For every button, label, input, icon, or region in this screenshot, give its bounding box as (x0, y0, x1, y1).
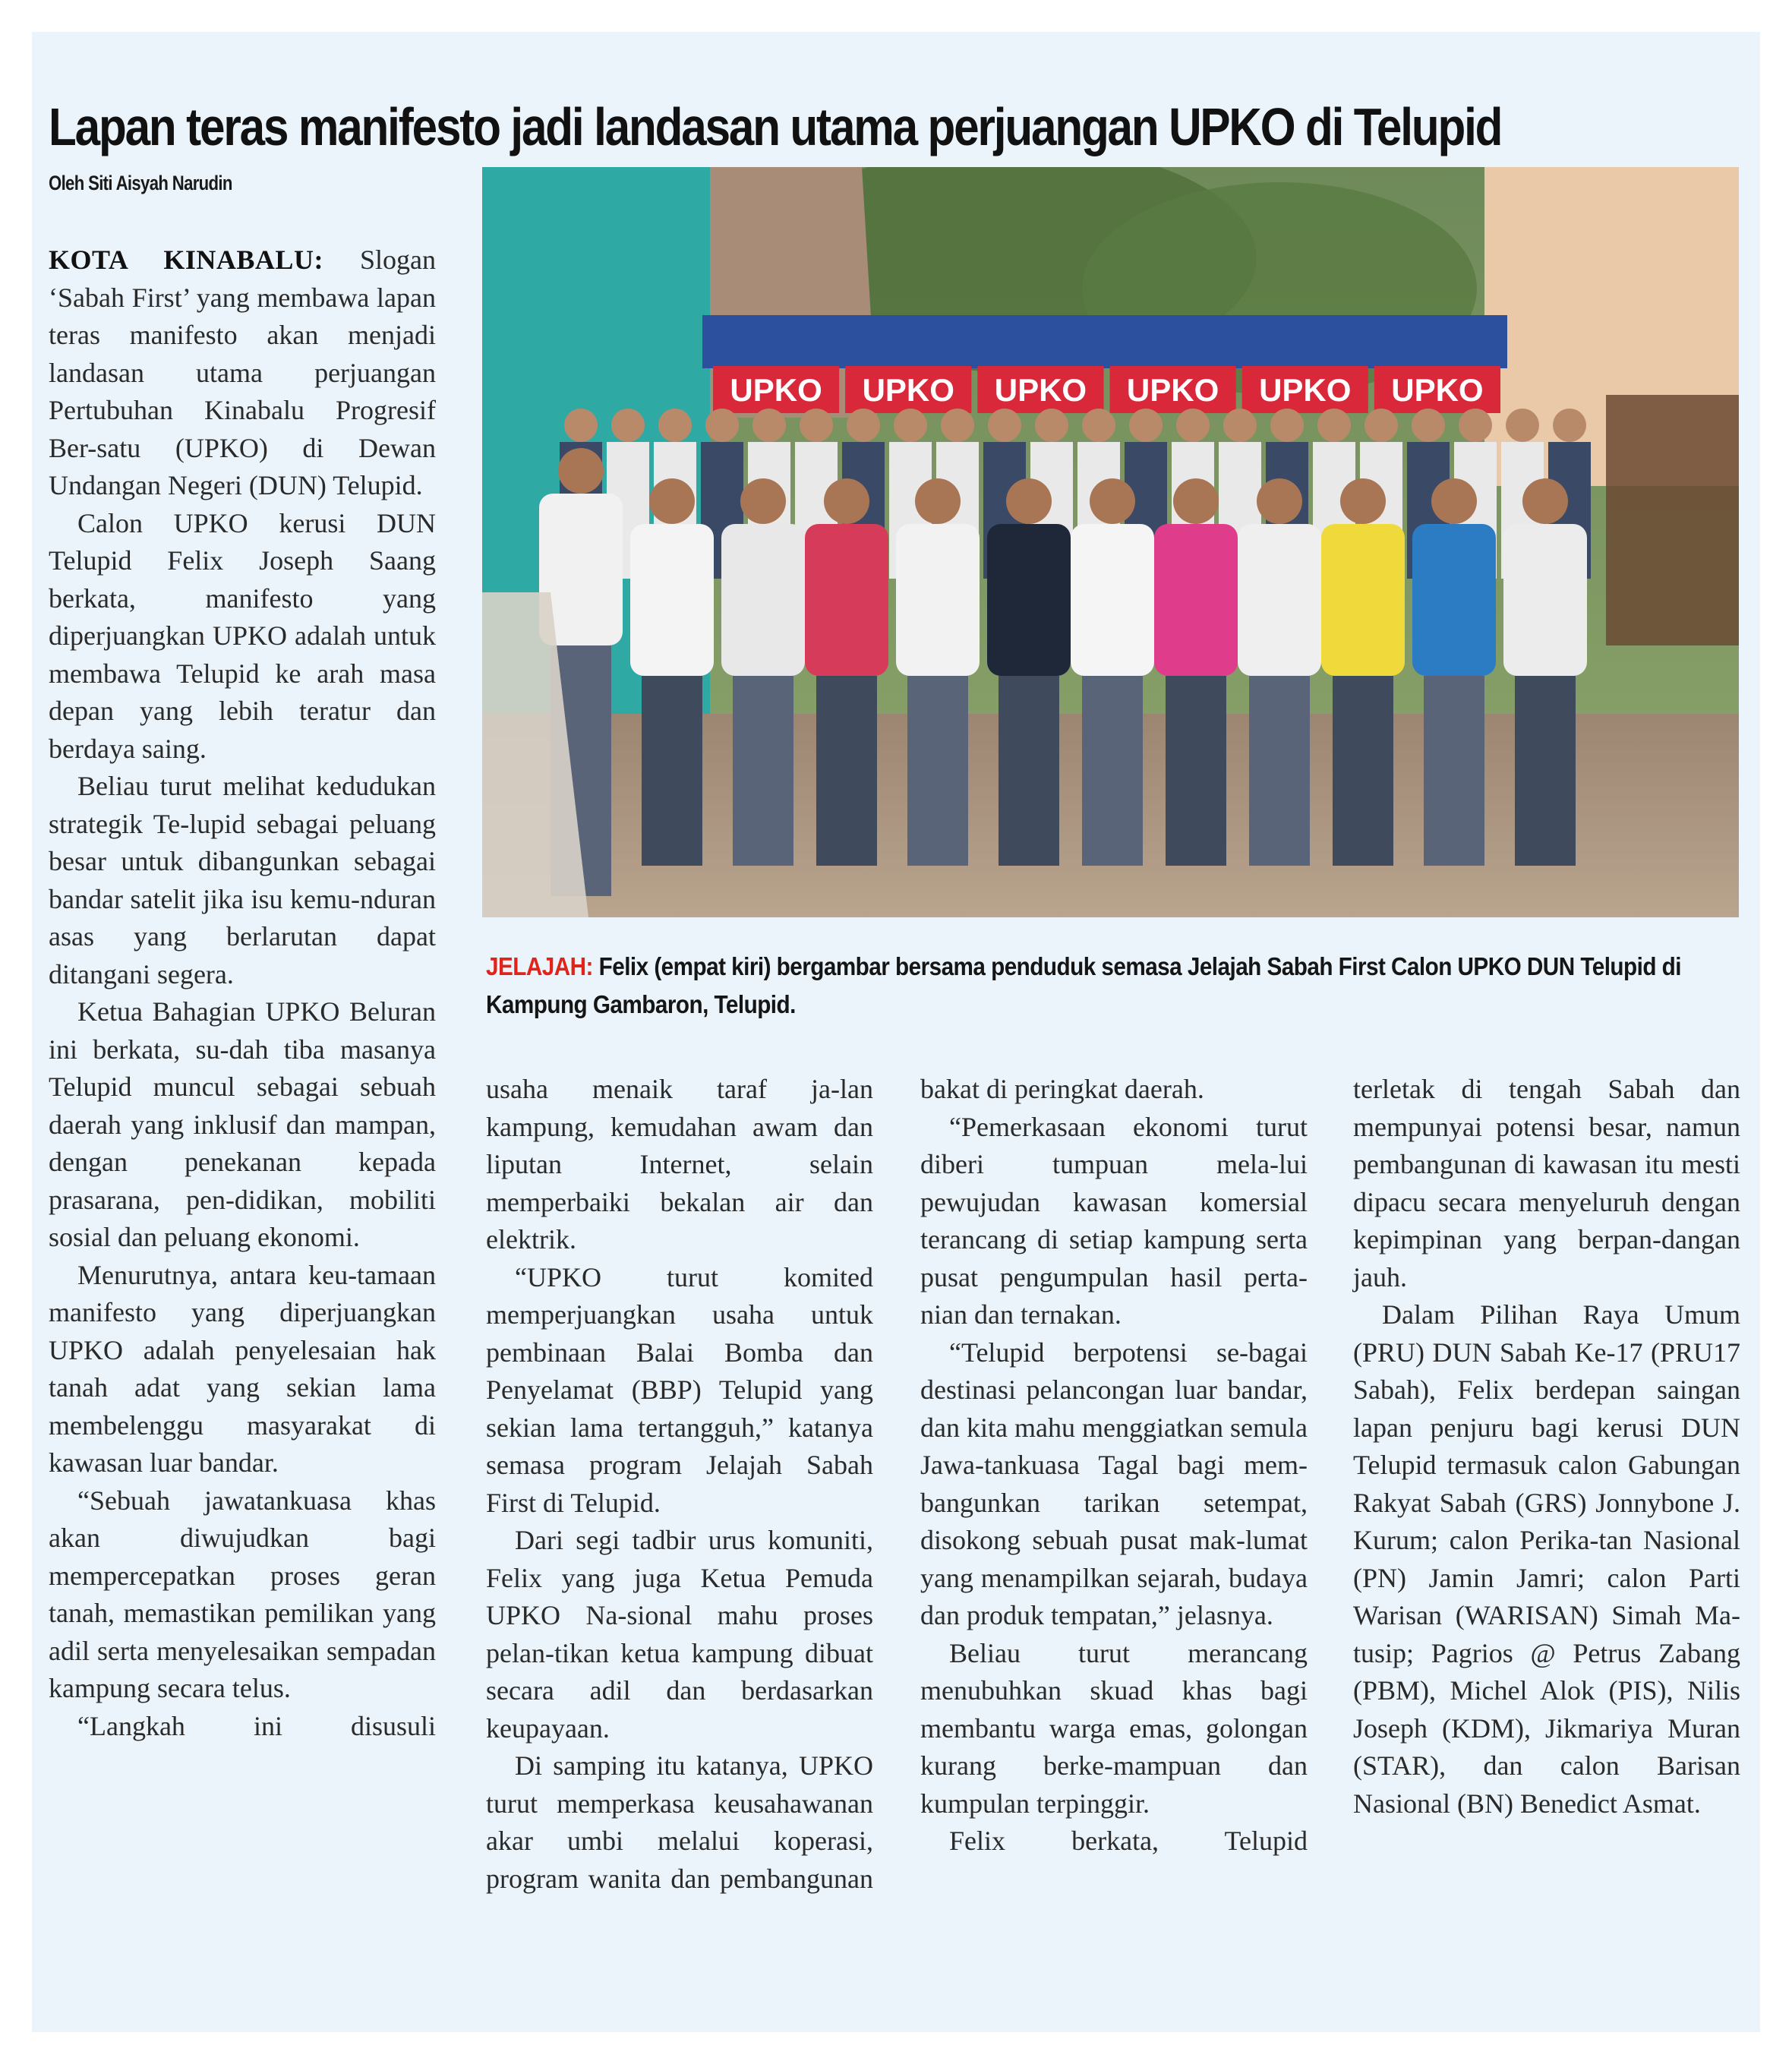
upko-banner-top (702, 315, 1507, 368)
person-head (1506, 409, 1539, 442)
paragraph: Calon UPKO kerusi DUN Telupid Felix Joseph Saang berkata, manifesto yang diperjuangkan UPKO adalah untuk membawa Telupid ke arah masa depan yang lebih teratur dan berdaya saing. (49, 507, 436, 764)
person-head (1173, 478, 1219, 524)
person-legs (1424, 676, 1484, 866)
person-head (705, 409, 739, 442)
paragraph: Felix berkata, Telupid (949, 1826, 1308, 1856)
person-head (1270, 409, 1304, 442)
paragraph: terletak di tengah Sabah dan mempunyai potensi besar, namun pembangunan di kawasan itu mesti dipacu secara menyeluruh dengan kepimpinan yang berpan-dangan jauh. (1353, 1074, 1740, 1292)
person-head (611, 409, 645, 442)
fence (1606, 395, 1739, 645)
person-legs (907, 676, 968, 866)
banner-label: UPKO (1391, 372, 1484, 408)
paragraph: Ketua Bahagian UPKO Beluran ini berkata, su-dah tiba masanya Telupid muncul sebagai sebuah daerah yang inklusif dan mampan, dengan penekanan kepada prasarana, pen-didikan, mobiliti sosial dan peluang ekonomi. (49, 996, 436, 1252)
person-head (894, 409, 927, 442)
person-shirt (896, 524, 980, 676)
person-shirt (1412, 524, 1496, 676)
dateline: KOTA KINABALU: (49, 245, 360, 275)
person-shirt (987, 524, 1071, 676)
person-legs (1249, 676, 1310, 866)
person-head (1431, 478, 1477, 524)
headline: Lapan teras manifesto jadi landasan utama perjuangan UPKO di Telupid (49, 96, 1502, 156)
person-head (941, 409, 974, 442)
paragraph: Beliau turut merancang menubuhkan skuad khas bagi membantu warga emas, golongan kurang berke-mampuan dan kumpulan terpinggir. (920, 1637, 1308, 1819)
person-head (1317, 409, 1351, 442)
paragraph (49, 241, 436, 505)
person-head (1082, 409, 1115, 442)
person-legs (1082, 676, 1143, 866)
person-shirt (1071, 524, 1154, 676)
person-head (649, 478, 695, 524)
paragraph: Dalam Pilihan Raya Umum (PRU) DUN Sabah Ke-17 (PRU17 Sabah), Felix berdepan saingan lapan penjuru bagi kerusi DUN Telupid termasuk calon Gabungan Rakyat Sabah (GRS) Jonnybone J. Kurum; calon Perika-tan Nasional (PN) Jamin Jamri; calon Parti Warisan (WARISAN) Simah Ma-tusip; Pagrios @ Petrus Zabang (PBM), Michel Alok (PIS), Nilis Joseph (KDM), Jikmariya Muran (STAR), dan calon Barisan Nasional (BN) Benedict Asmat. (1353, 1299, 1740, 1819)
person-head (1553, 409, 1586, 442)
person-head (800, 409, 833, 442)
person-shirt (630, 524, 714, 676)
person-head (1006, 478, 1052, 524)
article-photo (482, 167, 1739, 917)
person-legs (999, 676, 1059, 866)
banner-label: UPKO (1259, 372, 1352, 408)
paragraph: Dari segi tadbir urus komuniti, Felix yang juga Ketua Pemuda UPKO Na-sional mahu proses pelan-tikan ketua kampung dibuat secara adil dan berdasarkan keupayaan. (486, 1525, 873, 1744)
person-shirt (1503, 524, 1587, 676)
photo-caption (486, 948, 1746, 1024)
person-head (988, 409, 1021, 442)
person-legs (642, 676, 702, 866)
person-head (1129, 409, 1163, 442)
person-shirt (805, 524, 888, 676)
person-head (558, 448, 604, 494)
body-column-4 (1353, 1071, 1740, 1823)
banner-label: UPKO (862, 372, 954, 408)
person-head (915, 478, 961, 524)
person-legs (1333, 676, 1393, 866)
person-head (1223, 409, 1257, 442)
person-legs (1166, 676, 1226, 866)
person-head (1340, 478, 1386, 524)
person-legs (733, 676, 793, 866)
paragraph: usaha menaik taraf ja-lan kampung, kemudahan awam dan liputan Internet, selain memperbaiki bekalan air dan elektrik. (486, 1074, 873, 1254)
paragraph: “Pemerkasaan ekonomi turut diberi tumpuan mela-lui pewujudan kawasan komersial terancang di setiap kampung serta pusat pengumpulan hasil perta-nian dan ternakan. (920, 1111, 1308, 1330)
person-head (824, 478, 869, 524)
paragraph: Di samping itu katanya, UPKO turut memperkasa keusahawanan akar umbi melalui koperasi, program wanita dan pembangunan (486, 1750, 873, 1894)
person-head (1176, 409, 1210, 442)
person-head (564, 409, 598, 442)
group-photo-illustration (482, 167, 1739, 917)
person-legs (1515, 676, 1576, 866)
banner-label: UPKO (730, 372, 822, 408)
person-shirt (1321, 524, 1405, 676)
person-head (752, 409, 786, 442)
body-column-2 (486, 1071, 873, 1898)
person-head (1365, 409, 1398, 442)
person-legs (816, 676, 877, 866)
person-shirt (1154, 524, 1238, 676)
person-head (740, 478, 786, 524)
person-head (658, 409, 692, 442)
byline: Oleh Siti Aisyah Narudin (49, 172, 232, 194)
lead-text: Slogan ‘Sabah First’ yang membawa lapan teras manifesto akan menjadi landasan utama perjuangan Pertubuhan Kinabalu Progresif Ber-satu (UPKO) di Dewan Undangan Negeri (DUN) Telupid. (49, 245, 436, 500)
person-head (1257, 478, 1302, 524)
person-head (1035, 409, 1068, 442)
person-head (1459, 409, 1492, 442)
body-column-3 (920, 1071, 1308, 1860)
body-column-1 (49, 241, 436, 1745)
paragraph: bakat di peringkat daerah. (920, 1074, 1204, 1104)
paragraph: “UPKO turut komited memperjuangkan usaha untuk pembinaan Balai Bomba dan Penyelamat (BBP) Telupid yang sekian lama tertangguh,” katanya semasa program Jelajah Sabah First di Telupid. (486, 1261, 873, 1518)
paragraph: “Sebuah jawatankuasa khas akan diwujudkan bagi mempercepatkan proses geran tanah, memastikan pemilikan yang adil serta menyelesaikan sempadan kampung secara telus. (49, 1485, 436, 1703)
person-shirt (721, 524, 805, 676)
person-head (1412, 409, 1445, 442)
banner-label: UPKO (1126, 372, 1219, 408)
person-head (847, 409, 880, 442)
paragraph: Beliau turut melihat kedudukan strategik Te-lupid sebagai peluang besar untuk dibangunkan sebagai bandar satelit jika isu kemu-nduran asas yang berlarutan dapat ditangani segera. (49, 771, 436, 989)
caption-kicker: JELAJAH: (486, 952, 593, 980)
caption-text: Felix (empat kiri) bergambar bersama penduduk semasa Jelajah Sabah First Calon UPKO DUN Telupid di Kampung Gambaron, Telupid. (486, 952, 1681, 1018)
person-head (1090, 478, 1135, 524)
paragraph: “Langkah ini disusuli (77, 1710, 436, 1741)
person-shirt (1238, 524, 1321, 676)
banner-label: UPKO (994, 372, 1087, 408)
paragraph: Menurutnya, antara keu-tamaan manifesto yang diperjuangkan UPKO adalah penyelesaian hak tanah adat yang sekian lama membelenggu masyarakat di kawasan luar bandar. (49, 1259, 436, 1478)
person-head (1522, 478, 1568, 524)
paragraph: “Telupid berpotensi se-bagai destinasi pelancongan luar bandar, dan kita mahu menggiatkan semula Jawa-tankuasa Tagal bagi mem-bangunkan tarikan setempat, disokong sebuah pusat mak-lumat yang menampilkan sejarah, budaya dan produk tempatan,” jelasnya. (920, 1337, 1308, 1630)
